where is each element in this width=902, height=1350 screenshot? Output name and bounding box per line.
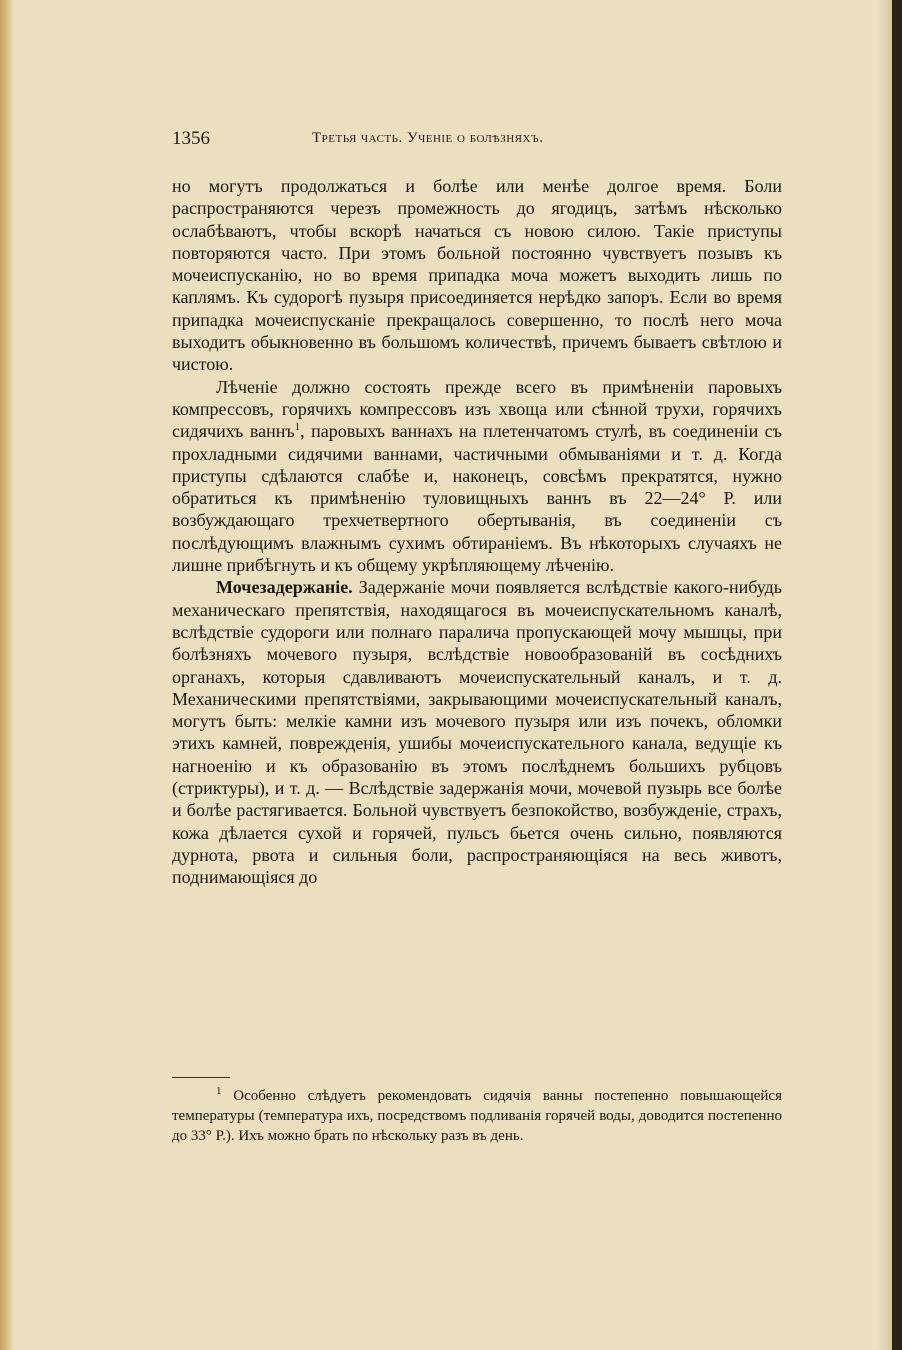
footnote-reference[interactable]: 1 [294,421,301,434]
paragraph-urinary-retention-text: Задержаніе мочи появляется вслѣдствіе какого-нибудь механическаго препятствія, находящагося въ мочеиспускательномъ каналѣ, вслѣдствіе судороги или полнаго паралича пропускающей мочу мышцы, при болѣзняхъ мочевого пузыря, вслѣдствіе новообразованій въ сосѣднихъ органахъ, которыя сдавливаютъ мочеиспускательный каналъ, и т. д. Механическими препятствіями, закрывающими мочеиспускательный каналъ, могутъ быть: мелкіе камни изъ мочевого пузыря или изъ почекъ, обломки этихъ камней, поврежденія, ушибы мочеиспускательного канала, ведущіе къ нагноенію и къ образованію въ этомъ послѣднемъ большихъ рубцовъ (стриктуры), и т. д. — Вслѣдствіе задержанія мочи, мочевой пузырь все болѣе и болѣе растягивается. Больной чувствуетъ безпокойство, возбужденіе, страхъ, кожа дѣлается сухой и горячей, пульсъ бьется очень сильно, появляются дурнота, рвота и сильныя боли, распространяющіяся на весь животъ, поднимающіяся до [172,577,782,888]
main-text [172,175,782,889]
page-gutter-shadow [878,0,892,1350]
footnote-text: Особенно слѣдуетъ рекомендовать сидячія ванны постепенно повышающейся температуры (температура ихъ, посредствомъ подливанія горячей воды, доводится постепенно до 33° Р.). Ихъ можно брать по нѣскольку разъ въ день. [172,1088,782,1144]
paragraph-treatment [172,376,782,577]
paragraph-treatment-text-a: Лѣченіе должно состоять прежде всего въ примѣненіи паровыхъ компрессовъ, горячихъ компрессовъ изъ хвоща или сѣнной трухи, горячихъ сидячихъ ваннъ [172,376,782,442]
page-edge-right [892,0,902,1350]
footnote [172,1087,782,1146]
footnote-mark: 1 [216,1085,222,1097]
page-edge-left [0,0,14,1350]
section-heading: Мочезадержаніе. [216,577,353,598]
running-head: Третья часть. Ученіе о болѣзняхъ. [312,130,544,146]
page-number: 1356 [172,128,210,149]
footnote-divider [172,1077,230,1078]
paragraph-1 [172,175,782,376]
paragraph-urinary-retention [172,576,782,888]
paragraph-1-text: но могутъ продолжаться и болѣе или менѣе долгое время. Боли распространяются черезъ промежность до ягодицъ, затѣмъ нѣсколько ослабѣваютъ, чтобы вскорѣ начаться съ новою силою. Такіе приступы повторяются часто. При этомъ больной постоянно чувствуетъ позывъ къ мочеиспусканію, но во время припадка моча можетъ выходить лишь по каплямъ. Къ судорогѣ пузыря присоединяется нерѣдко запоръ. Если во время припадка мочеиспусканіе прекращалось совершенно, то послѣ него моча выходитъ обыкновенно въ большомъ количествѣ, причемъ бываетъ свѣтлою и чистою. [172,176,782,375]
paragraph-treatment-text-b: , паровыхъ ваннахъ на плетенчатомъ стулѣ, въ соединеніи съ прохладными сидячими ваннами, частичными обмываніями и т. д. Когда приступы сдѣлаются слабѣе и, наконецъ, совсѣмъ прекратятся, нужно обратиться къ примѣненію туловищныхъ ваннъ въ 22—24° Р. или возбуждающаго трехчетвертного обертыванія, въ соединеніи съ послѣдующимъ влажнымъ сухимъ обтираніемъ. Въ нѣкоторыхъ случаяхъ не лишне прибѣгнуть и къ общему укрѣпляющему лѣченію. [172,421,782,576]
